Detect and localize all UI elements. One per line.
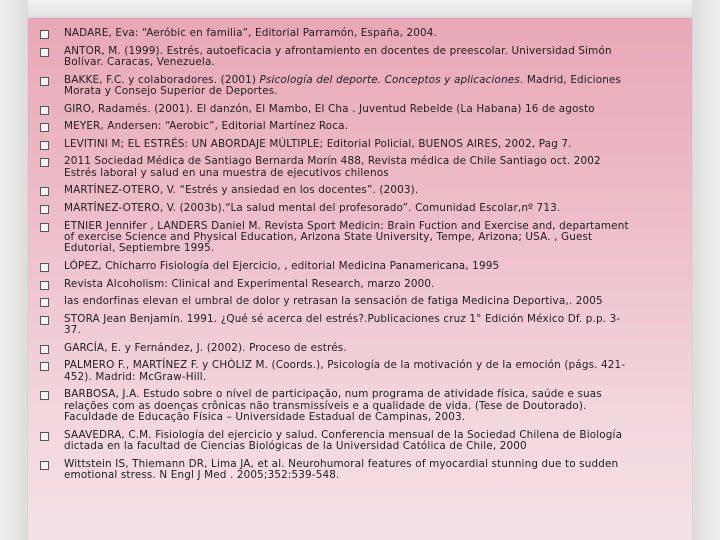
reference-item (40, 430, 632, 453)
square-bullet-icon (40, 263, 49, 272)
reference-text: GIRO, Radamés. (2001). El danzón, El Mambo, El Cha . Juventud Rebelde (La Habana) 16 de agosto (64, 102, 595, 115)
reference-text: Revista Alcoholism: Clinical and Experimental Research, marzo 2000. (64, 277, 435, 290)
square-bullet-icon (40, 298, 49, 307)
reference-item (40, 203, 632, 214)
square-bullet-icon (40, 362, 49, 371)
reference-text: GARCÍA, E. y Fernández, J. (2002). Proceso de estrés. (64, 341, 347, 354)
reference-text: MARTÍNEZ-OTERO, V. “Estrés y ansiedad en los docentes”. (2003). (64, 184, 419, 197)
square-bullet-icon (40, 391, 49, 400)
reference-item (40, 121, 632, 132)
reference-item (40, 389, 632, 423)
reference-text: ANTOR, M. (1999). Estrés, autoeficacia y afrontamiento en docentes de preescolar. Universidad Simón Bolívar. Caracas, Venezuela. (64, 44, 612, 68)
reference-item (40, 139, 632, 150)
reference-text: . Madrid, Ediciones Morata y Consejo Superior de Deportes. (64, 73, 622, 97)
reference-text: BARBOSA, J.A. Estudo sobre o nível de participação, num programa de atividade física, saúde e suas relações com as doenças crônicas não transmissíveis e a qualidade de vida. (Tese de Doutorado). Faculdade de Educação Física – Universidade Estadual de Campinas, 2003. (64, 388, 602, 424)
reference-item (40, 28, 632, 39)
square-bullet-icon (40, 205, 49, 214)
reference-text: STORA Jean Benjamín. 1991. ¿Qué sé acerca del estrés?.Publicaciones cruz 1° Edición México Df. p.p. 3-37. (64, 312, 621, 337)
reference-item (40, 459, 632, 482)
square-bullet-icon (40, 316, 49, 325)
square-bullet-icon (40, 123, 49, 132)
reference-text: BAKKE, F.C. y colaboradores. (2001) (64, 73, 260, 86)
square-bullet-icon (40, 30, 49, 39)
reference-item (40, 343, 632, 354)
reference-item (40, 46, 632, 69)
reference-text: MEYER, Andersen: “Aerobic”, Editorial Martínez Roca. (64, 120, 349, 133)
square-bullet-icon (40, 106, 49, 115)
square-bullet-icon (40, 345, 49, 354)
reference-text: PALMERO F., MARTÍNEZ F. y CHÓLIZ M. (Coords.), Psicología de la motivación y de la emoción (págs. 421-452). Madrid: McGraw-Hill. (64, 359, 626, 383)
frame-right (692, 0, 720, 540)
reference-item (40, 360, 632, 383)
reference-item (40, 296, 632, 307)
reference-text: MARTÍNEZ-OTERO, V. (2003b).“La salud mental del profesorado”. Comunidad Escolar,nº 713. (64, 201, 561, 214)
square-bullet-icon (40, 77, 49, 86)
reference-text: las endorfinas elevan el umbral de dolor y retrasan la sensación de fatiga Medicina Deportiva,. 2005 (64, 295, 603, 308)
reference-item (40, 221, 632, 255)
reference-item (40, 185, 632, 196)
square-bullet-icon (40, 461, 49, 470)
frame-left (0, 0, 28, 540)
reference-item (40, 261, 632, 272)
reference-text: ETNIER Jennifer , LANDERS Daniel M. Revista Sport Medicin: Brain Fuction and Exercise and, departament of exercise Science and Physical Education, Arizona State University, Tempe, Arizona; USA. , Guest Edutorial, Septiembre 1995. (64, 219, 629, 255)
reference-text: Wittstein IS, Thiemann DR, Lima JA, et al. Neurohumoral features of myocardial stunning due to sudden emotional stress. N Engl J Med . 2005;352:539-548. (64, 457, 619, 482)
reference-title-italic: Psicología del deporte. Conceptos y aplicaciones (259, 73, 520, 86)
square-bullet-icon (40, 158, 49, 167)
reference-text: 2011 Sociedad Médica de Santiago Bernarda Morín 488, Revista médica de Chile Santiago oct. 2002 Estrés laboral y salud en una muestra de ejecutivos chilenos (64, 155, 601, 179)
reference-item (40, 75, 632, 98)
square-bullet-icon (40, 281, 49, 290)
square-bullet-icon (40, 48, 49, 57)
reference-text: SAAVEDRA, C.M. Fisiología del ejercicio y salud. Conferencia mensual de la Sociedad Chilena de Biología dictada en la facultad de Ciencias Biológicas de la Universidad Católica de Chile, 2000 (64, 428, 623, 453)
square-bullet-icon (40, 432, 49, 441)
square-bullet-icon (40, 187, 49, 196)
frame-top (0, 0, 720, 18)
reference-text: LÓPEZ, Chicharro Fisiología del Ejercicio, , editorial Medicina Panamericana, 1995 (64, 259, 500, 272)
reference-item (40, 104, 632, 115)
reference-item (40, 279, 632, 290)
square-bullet-icon (40, 141, 49, 150)
reference-text: LEVITINI M; EL ESTRÉS: UN ABORDAJE MÚLTIPLE; Editorial Policial, BUENOS AIRES, 2002, Pag 7. (64, 137, 572, 150)
reference-list (40, 28, 632, 488)
reference-text: NADARE, Eva: “Aeróbic en familia”, Editorial Parramón, España, 2004. (64, 27, 437, 39)
reference-item (40, 314, 632, 337)
reference-item (40, 156, 632, 179)
square-bullet-icon (40, 223, 49, 232)
